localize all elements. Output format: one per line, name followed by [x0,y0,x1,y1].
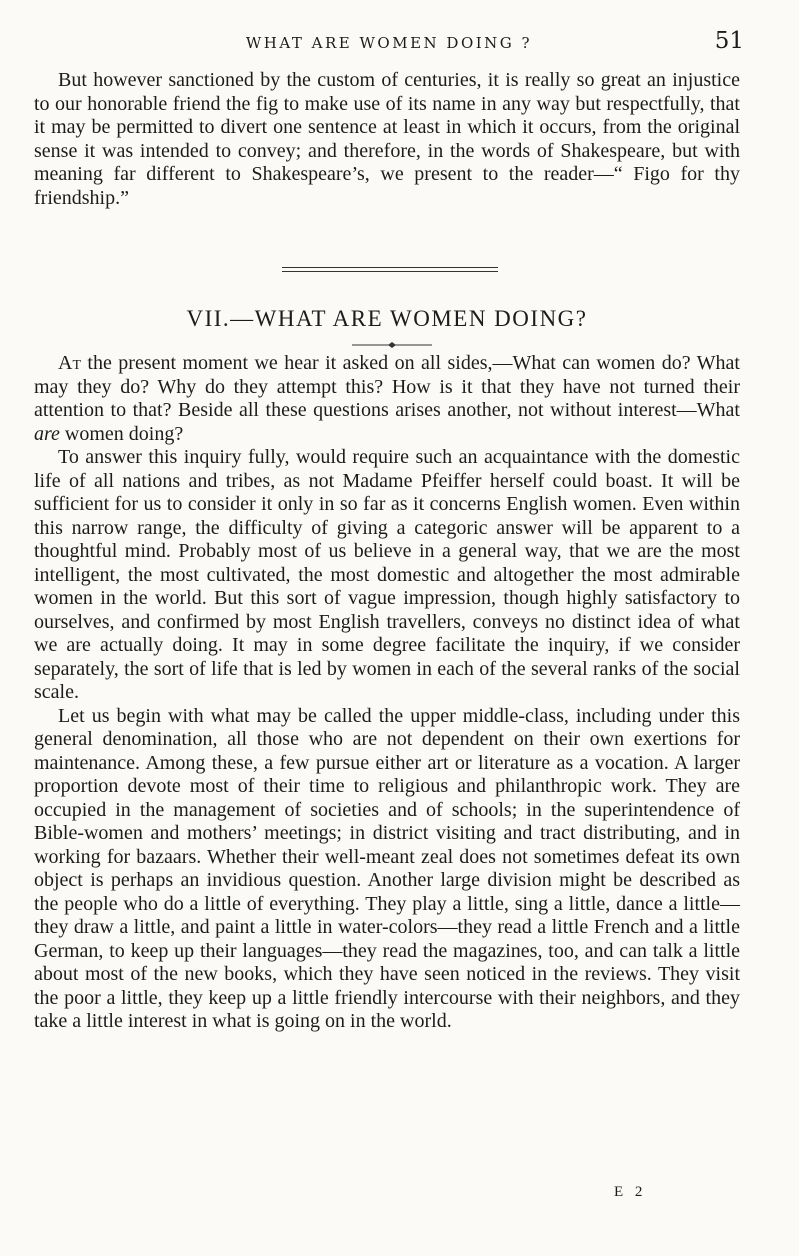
signature-mark: E 2 [614,1184,647,1200]
section-body [34,352,740,1034]
previous-section-text [34,69,740,210]
title-ornament [352,340,432,350]
running-head [34,28,744,54]
paragraph-2: To answer this inquiry fully, would require such an acquaintance with the domestic life of all nations and tribes, as not Madame Pfeiffer herself could boast. It will be sufficient for us to consider it only in so far as it concerns English women. Even within this narrow range, the difficulty of giving a categoric answer will be apparent to a thoughtful mind. Probably most of us believe in a general way, that we are the most intelligent, the most cultivated, the most domestic and altogether the most admirable women in the world. But this sort of vague impression, though highly satisfactory to ourselves, and confirmed by most English travellers, conveys no distinct idea of what we are actually doing. It may in some degree facilitate the inquiry, if we consider separately, the sort of life that is led by women in each of the several ranks of the social scale. [34,446,740,703]
paragraph-1-opening: At [58,352,81,374]
paragraph-3: Let us begin with what may be called the upper middle-class, including under this general denomination, all those who are not dependent on their own exertions for maintenance. Among these, a few pursue either art or literature as a vocation. A larger proportion devote most of their time to religious and philanthropic work. They are occupied in the management of societies and of schools; in the superintendence of Bible-women and mothers’ meetings; in district visiting and tract distributing, and in working for bazaars. Whether their well-meant zeal does not sometimes defeat its own object is perhaps an invidious question. Another large division might be described as the people who do a little of everything. They play a little, sing a little, dance a little—they draw a little, and paint a little in water-colors—they read a little French and a little German, to keep up their languages—they read the magazines, too, and can talk a little about most of the new books, which they have seen noticed in the reviews. They visit the poor a little, they keep up a little friendly intercourse with their neighbors, and they take a little interest in what is going on in the world. [34,704,740,1032]
paragraph-1-emphasis: are [34,422,60,445]
running-head-title: WHAT ARE WOMEN DOING ? [245,34,533,52]
paragraph-1 [34,352,740,446]
section-title: VII.—WHAT ARE WOMEN DOING? [186,306,588,331]
paragraph-1-text-b: women doing? [59,422,184,445]
page-number: 51 [714,28,744,54]
closing-paragraph: But however sanctioned by the custom of centuries, it is really so great an injustice to our honorable friend the fig to make use of its name in any way but respectfully, that it may be permitted to divert one sentence at least in which it occurs, from the original sense it was intended to convey; and therefore, in the words of Shakespeare, but with meaning far different to Shakespeare’s, we present to the reader—“ Figo for thy friendship.” [34,69,740,209]
paragraph-1-text-a: the present moment we hear it asked on all sides,—What can women do? What may they do? Why do they attempt this? How is it that they have not turned their attention to that? Beside all these questions arises another, not without interest—What [34,352,740,421]
section-divider-rule [282,267,498,272]
